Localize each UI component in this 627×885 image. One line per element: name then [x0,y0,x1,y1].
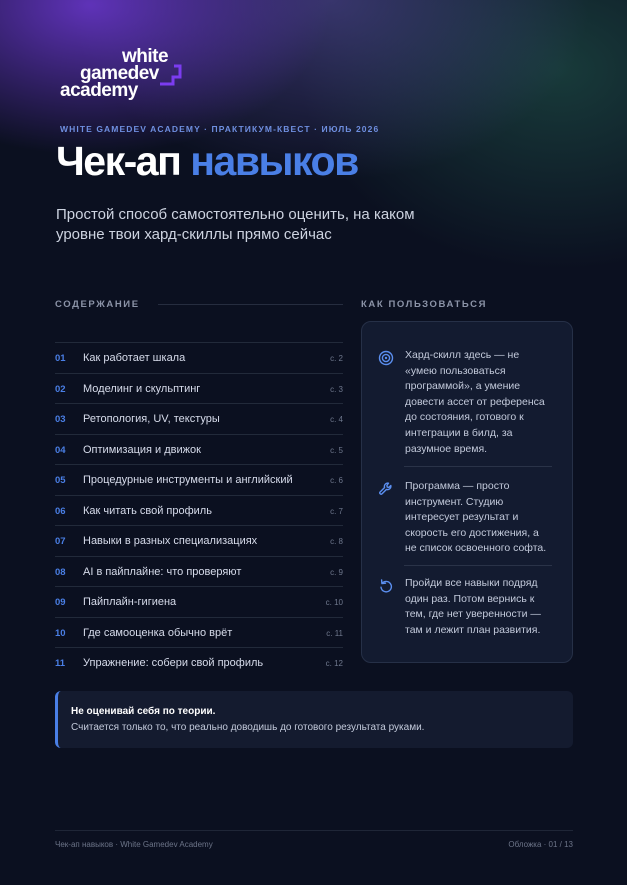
toc-item[interactable] [55,495,343,526]
subtitle: Простой способ самостоятельно оценить, на каком уровне твои хард-скиллы прямо сейчас [56,206,415,243]
toc-item[interactable] [55,464,343,495]
callout-heading: Не оценивай себя по теории. [71,706,216,717]
toc-item-page: с. 10 [325,598,343,607]
footer-left: Чек-ап навыков · White Gamedev Academy [55,840,213,849]
toc-item-number: 06 [55,505,66,517]
toc-item-title: Оптимизация и движок [83,443,201,456]
title-part-2: навыков [190,138,358,184]
how-item-text: Программа — просто инструмент. Студию интересует результат и скорость его достижения, а не список освоенного софта. [405,480,547,555]
toc-item-number: 07 [55,536,66,547]
toc-item-title: Моделинг и скульптинг [83,382,201,395]
logo-line-white: white [122,46,169,67]
page-title [56,138,358,184]
toc-item-title: Как читать свой профиль [83,504,212,517]
toc-item[interactable] [55,586,343,617]
footer-divider [55,830,573,831]
toc-item-page: с. 5 [330,445,343,455]
toc-item-title: Процедурные инструменты и английский [83,474,293,486]
toc-item[interactable] [55,556,343,587]
toc-item-page: с. 8 [330,537,343,546]
kicker: WHITE GAMEDEV ACADEMY · ПРАКТИКУМ-КВЕСТ · ИЮЛЬ 2026 [60,124,380,134]
toc-item[interactable] [55,647,343,678]
toc-item-title: Как работает шкала [83,352,186,364]
toc-item-page: с. 7 [330,506,343,516]
toc-item-page: с. 11 [326,628,343,638]
title-part-1: Чек-ап [56,138,181,184]
how-item-text: Хард-скилл здесь — не «умею пользоваться программой», а умение довести ассет от референса до состояния, готового к интеграции в билд, за разумное время. [405,349,545,455]
toc-item-number: 01 [55,353,66,364]
toc-item[interactable] [55,617,343,648]
academy-logo [60,44,200,104]
toc-item[interactable] [55,342,343,373]
how-label: КАК ПОЛЬЗОВАТЬСЯ [361,299,488,310]
toc-item-number: 04 [55,444,66,456]
toc-item-page: с. 2 [330,354,343,363]
toc-item-number: 05 [55,475,66,486]
how-to-use-card [361,321,573,663]
toc-item[interactable] [55,403,343,434]
toc-divider [158,304,343,305]
toc-item-number: 10 [55,627,66,639]
toc-item-number: 03 [55,414,66,425]
logo-line-gamedev: gamedev [80,63,159,84]
toc-item-number: 08 [55,566,66,578]
callout-body: Считается только то, что реально доводишь до готового результата руками. [71,722,425,733]
toc-item[interactable] [55,525,343,556]
toc-item-page: с. 4 [330,415,343,424]
how-divider [404,466,552,467]
toc-item-title: Пайплайн-гигиена [83,596,177,608]
wrench-icon [378,481,394,497]
table-of-contents [55,342,343,678]
toc-item-page: с. 9 [330,567,343,577]
toc-item-page: с. 6 [330,476,343,485]
toc-item-title: Ретопология, UV, текстуры [83,413,220,425]
toc-item-page: с. 3 [330,384,343,394]
toc-item-number: 02 [55,383,66,395]
callout-note [55,691,573,748]
toc-item-title: Упражнение: собери свой профиль [83,657,264,669]
target-icon [378,350,394,366]
how-item-text: Пройди все навыки подряд один раз. Потом вернись к тем, где нет уверенности — там и лежит план развития. [405,577,541,636]
toc-item-number: 11 [55,658,66,669]
logo-line-academy: academy [60,80,138,101]
rotate-icon [378,578,394,594]
toc-item[interactable] [55,434,343,465]
toc-item-title: Навыки в разных специализациях [83,535,258,547]
toc-item-title: Где самооценка обычно врёт [83,626,233,639]
footer-page-indicator: Обложка · 01 / 13 [508,840,573,849]
toc-label: СОДЕРЖАНИЕ [55,299,140,310]
toc-item-number: 09 [55,597,66,608]
toc-item[interactable] [55,373,343,404]
how-divider [404,565,552,566]
toc-item-title: AI в пайплайне: что проверяют [83,565,242,578]
toc-item-page: с. 12 [325,659,343,668]
